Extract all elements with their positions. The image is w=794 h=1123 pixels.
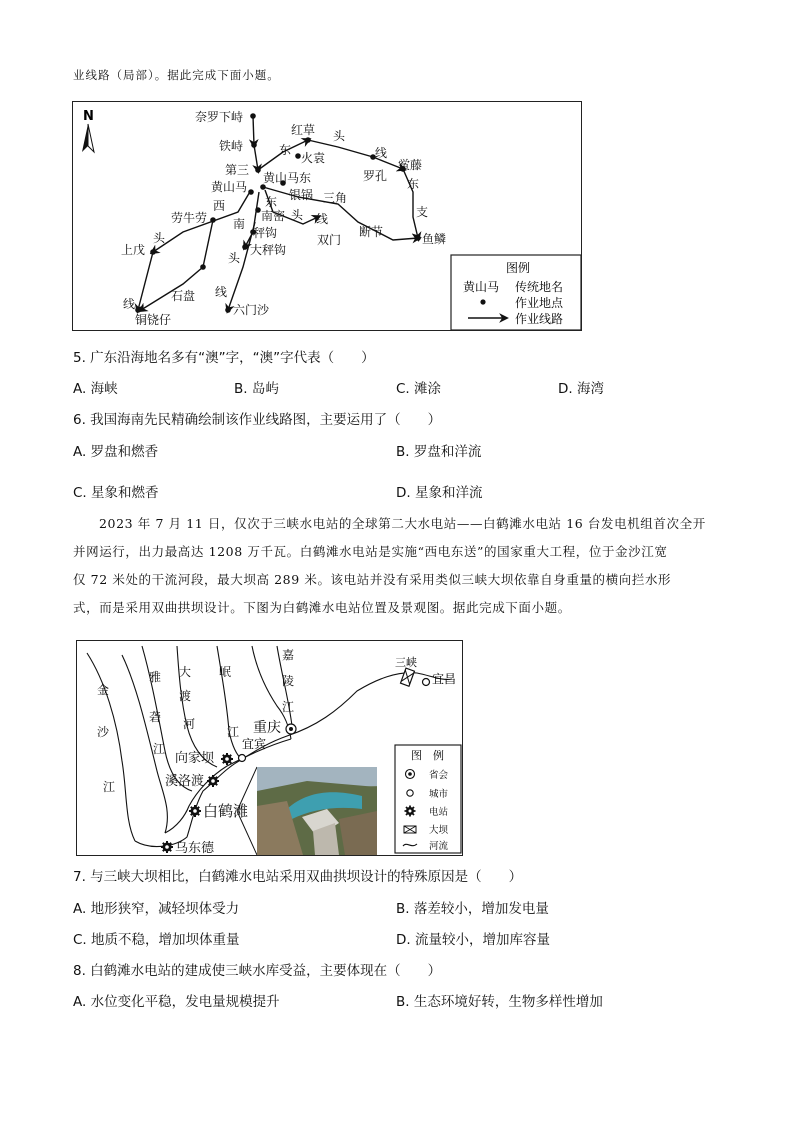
place-label: 线	[316, 212, 329, 226]
q8-option-b[interactable]: B. 生态环境好转，生物多样性增加	[396, 994, 603, 1010]
q7-option-b[interactable]: B. 落差较小，增加发电量	[396, 901, 549, 917]
q5-option-a[interactable]: A. 海峡	[73, 381, 118, 397]
baihetan-photo	[257, 767, 377, 855]
q6-option-a[interactable]: A. 罗盘和燃香	[73, 444, 159, 460]
place-label: 奈罗下峙	[195, 110, 244, 124]
place-label: 红草	[291, 123, 316, 137]
river-label: 沙	[97, 725, 110, 739]
city-icon	[423, 679, 430, 686]
sanxia-dam-icon	[401, 668, 415, 686]
river-label: 江	[153, 742, 166, 756]
q8-option-a[interactable]: A. 水位变化平稳，发电量规模提升	[73, 994, 280, 1010]
svg-text:N: N	[83, 109, 94, 124]
place-label: 第三	[225, 163, 250, 177]
svg-text:图 例: 图 例	[411, 749, 444, 762]
q7-option-d[interactable]: D. 流量较小，增加库容量	[396, 932, 550, 948]
place-label: 西	[213, 199, 226, 213]
intro-line: 业线路（局部）。据此完成下面小题。	[73, 68, 280, 82]
question-7-stem: 7. 与三峡大坝相比，白鹤滩水电站采用双曲拱坝设计的特殊原因是（ ）	[73, 869, 523, 885]
passage-line: 式，而是采用双曲拱坝设计。下图为白鹤滩水电站位置及景观图。据此完成下面小题。	[73, 600, 571, 615]
place-label: 上戊	[121, 243, 146, 257]
station-label: 白鹤滩	[203, 802, 249, 820]
route-map-figure	[72, 101, 582, 331]
q5-option-b[interactable]: B. 岛屿	[234, 381, 279, 397]
q5-option-d[interactable]: D. 海湾	[558, 381, 604, 397]
place-label: 线	[123, 297, 136, 311]
station-label: 向家坝	[175, 751, 215, 766]
place-label: 支	[416, 205, 429, 219]
svg-text:省会: 省会	[429, 770, 449, 781]
place-label: 线	[375, 146, 388, 160]
question-5-stem: 5. 广东沿海地名多有“澳”字，“澳”字代表（ ）	[73, 350, 375, 366]
river-label: 金	[97, 683, 110, 697]
route-map	[73, 102, 581, 330]
place-label: 大秤钩	[250, 243, 287, 257]
place-label: 黄山马东	[263, 171, 312, 185]
place-label: 南	[233, 217, 246, 231]
place-label: 头	[153, 231, 166, 245]
svg-text:黄山马: 黄山马	[463, 280, 500, 294]
svg-text:传统地名: 传统地名	[515, 280, 564, 294]
hydro-map-figure	[76, 640, 463, 856]
station-label: 溪洛渡	[165, 774, 205, 789]
place-label: 劳牛劳	[171, 211, 208, 225]
place-label: 铁峙	[219, 139, 244, 153]
passage-line: 2023 年 7 月 11 日，仅次于三峡水电站的全球第二大水电站——白鹤滩水电站 16 台发电机组首次全开	[99, 516, 706, 531]
svg-text:图例: 图例	[506, 261, 531, 275]
place-label: 银锅	[289, 188, 314, 202]
svg-text:作业地点: 作业地点	[515, 296, 564, 310]
q5-option-c[interactable]: C. 滩涂	[396, 381, 442, 397]
map2-legend	[395, 745, 461, 853]
place-label: 石盘	[171, 289, 196, 303]
hydro-map	[77, 641, 462, 855]
svg-text:城市: 城市	[429, 789, 449, 800]
river-label: 大	[179, 665, 192, 679]
q7-option-a[interactable]: A. 地形狭窄，减轻坝体受力	[73, 901, 240, 917]
place-label: 双门	[317, 233, 342, 247]
svg-text:河流: 河流	[429, 841, 449, 852]
passage-line: 仅 72 米处的干流河段，最大坝高 289 米。该电站并没有采用类似三峡大坝依靠自身重量的横向拦水形	[73, 572, 672, 587]
city-label: 宜昌	[432, 672, 457, 686]
map1-legend	[451, 255, 581, 330]
city-label: 三峡	[395, 656, 417, 669]
place-label: 鲎藤	[398, 158, 423, 172]
river-label: 江	[282, 700, 295, 714]
city-icon	[239, 755, 246, 762]
place-label: 三角	[323, 191, 348, 205]
place-label: 东	[407, 177, 420, 191]
river-label: 江	[227, 725, 240, 739]
place-label: 黄山马	[211, 180, 248, 194]
q6-option-d[interactable]: D. 星象和洋流	[396, 485, 483, 501]
river-label: 岷	[219, 665, 232, 679]
river-label: 河	[183, 717, 196, 731]
river-label: 渡	[179, 689, 192, 703]
place-label: 断节	[359, 225, 384, 239]
place-label: 东	[279, 143, 292, 157]
svg-text:电站: 电站	[429, 807, 449, 818]
city-label: 重庆	[253, 720, 281, 736]
place-label: 六门沙	[233, 303, 270, 317]
capital-icon	[286, 724, 296, 734]
river-label: 砻	[149, 710, 162, 724]
place-label: 南密	[261, 209, 286, 223]
river-label: 嘉	[282, 648, 295, 662]
place-label: 东	[265, 195, 278, 209]
q6-option-b[interactable]: B. 罗盘和洋流	[396, 444, 482, 460]
place-label: 秤钩	[253, 226, 278, 240]
svg-text:大坝: 大坝	[429, 825, 449, 836]
place-label: 头	[291, 208, 304, 222]
q6-option-c[interactable]: C. 星象和燃香	[73, 485, 159, 501]
place-label: 头	[333, 129, 346, 143]
north-arrow-icon	[82, 109, 94, 152]
river-label: 江	[103, 780, 116, 794]
place-label: 铜铙仔	[135, 313, 172, 327]
place-label: 鱼鳞	[422, 232, 447, 246]
passage	[73, 510, 723, 622]
place-label: 线	[215, 285, 228, 299]
place-label: 头	[228, 251, 241, 265]
passage-line: 并网运行，出力最高达 1208 万千瓦。白鹤滩水电站是实施“西电东送”的国家重大工程，位于金沙江宽	[73, 544, 668, 559]
place-label: 火袁	[301, 151, 326, 165]
river-label: 雅	[149, 670, 162, 684]
question-8-stem: 8. 白鹤滩水电站的建成使三峡水库受益，主要体现在（ ）	[73, 963, 442, 979]
q7-option-c[interactable]: C. 地质不稳，增加坝体重量	[73, 932, 240, 948]
svg-text:作业线路: 作业线路	[515, 312, 564, 326]
question-6-stem: 6. 我国海南先民精确绘制该作业线路图，主要运用了（ ）	[73, 412, 442, 428]
place-label: 罗孔	[363, 169, 388, 183]
river-label: 陵	[282, 674, 295, 688]
city-label: 宜宾	[242, 737, 267, 751]
station-label: 乌东德	[175, 841, 215, 855]
